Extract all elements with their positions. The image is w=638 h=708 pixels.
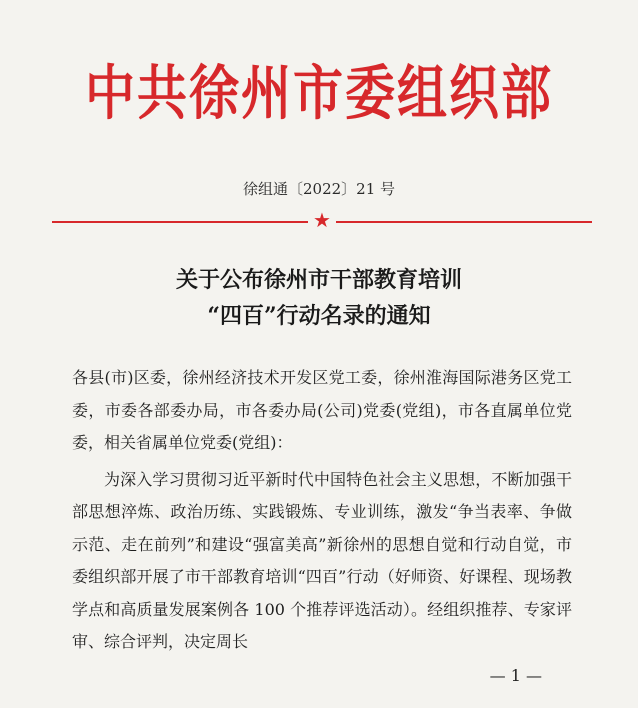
body-paragraph-1: 为深入学习贯彻习近平新时代中国特色社会主义思想，不断加强干部思想淬炼、政治历练、实践锻炼、专业训练，激发“争当表率、争做示范、走在前列”和建设“强富美高”新徐州的思想自觉和行动自觉，市委组织部开展了市干部教育培训“四百”行动（好师资、好课程、现场教学点和高质量发展案例各 100 个推荐评选活动）。经组织推荐、专家评审、综合评判，决定周长 (72, 469, 572, 651)
notice-title-line-1: 关于公布徐州市干部教育培训 (175, 267, 462, 293)
issuer-header: 中共徐州市委组织部 (85, 57, 553, 128)
notice-title (0, 262, 638, 334)
notice-body (72, 362, 572, 659)
addressees: 各县(市)区委，徐州经济技术开发区党工委，徐州淮海国际港务区党工委，市委各部委办局，市各委办局(公司)党委(党组)，市各直属单位党委，相关省属单位党委(党组)： (72, 368, 572, 452)
divider-line-right (336, 221, 592, 223)
notice-title-line-2: “四百”行动名录的通知 (207, 303, 431, 329)
page-number: — 1 — (489, 666, 542, 685)
document-number: 徐组通〔2022〕21 号 (242, 180, 396, 198)
star-icon: ★ (313, 208, 331, 232)
divider-line-left (52, 221, 308, 223)
red-divider (52, 208, 592, 232)
